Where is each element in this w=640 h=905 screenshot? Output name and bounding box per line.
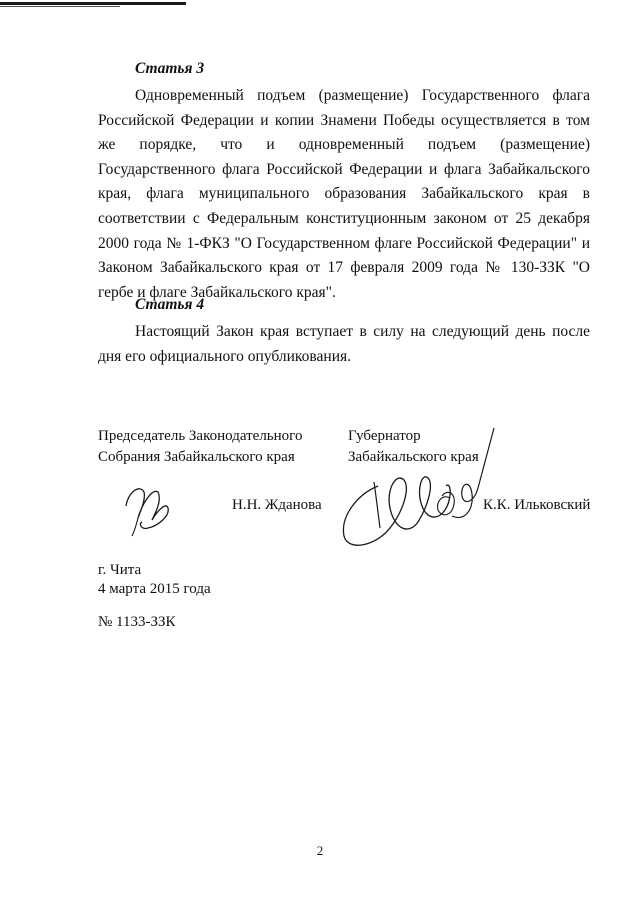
article-3-text: Одновременный подъем (размещение) Государственного флага Российской Федерации и копии Знамени Победы осуществляется в том же порядке, что и одновременный подъем (размещение) Государственного флага Российской Федерации и флага Забайкальского края, флага муниципального образования Забайкальского края в соответствии с Федеральным конституционным законом от 25 декабря 2000 года № 1-ФКЗ "О Государственном флаге Российской Федерации" и Законом Забайкальского края от 17 февраля 2009 года № 130-ЗЗК "О гербе и флаге Забайкальского края". [98,87,590,301]
chair-title-line2: Собрания Забайкальского края [98,449,295,465]
place: г. Чита [98,562,142,578]
scan-artifact-bar [0,2,186,5]
law-number: № 1133-ЗЗК [98,614,176,630]
date: 4 марта 2015 года [98,581,211,597]
chair-signature [118,478,178,540]
chair-name: Н.Н. Жданова [232,497,322,513]
governor-name: К.К. Ильковский [483,497,591,513]
governor-title-line1: Губернатор [348,428,421,444]
governor-signature [338,424,498,556]
page-number: 2 [316,843,324,858]
article-4-text: Настоящий Закон края вступает в силу на следующий день после дня его официального опубликования. [98,323,590,365]
article-3-title: Статья 3 [135,60,205,77]
article-4-title: Статья 4 [135,296,205,313]
chair-title-line1: Председатель Законодательного [98,428,303,444]
governor-title-line2: Забайкальского края [348,449,479,465]
scan-artifact-line [0,6,120,7]
